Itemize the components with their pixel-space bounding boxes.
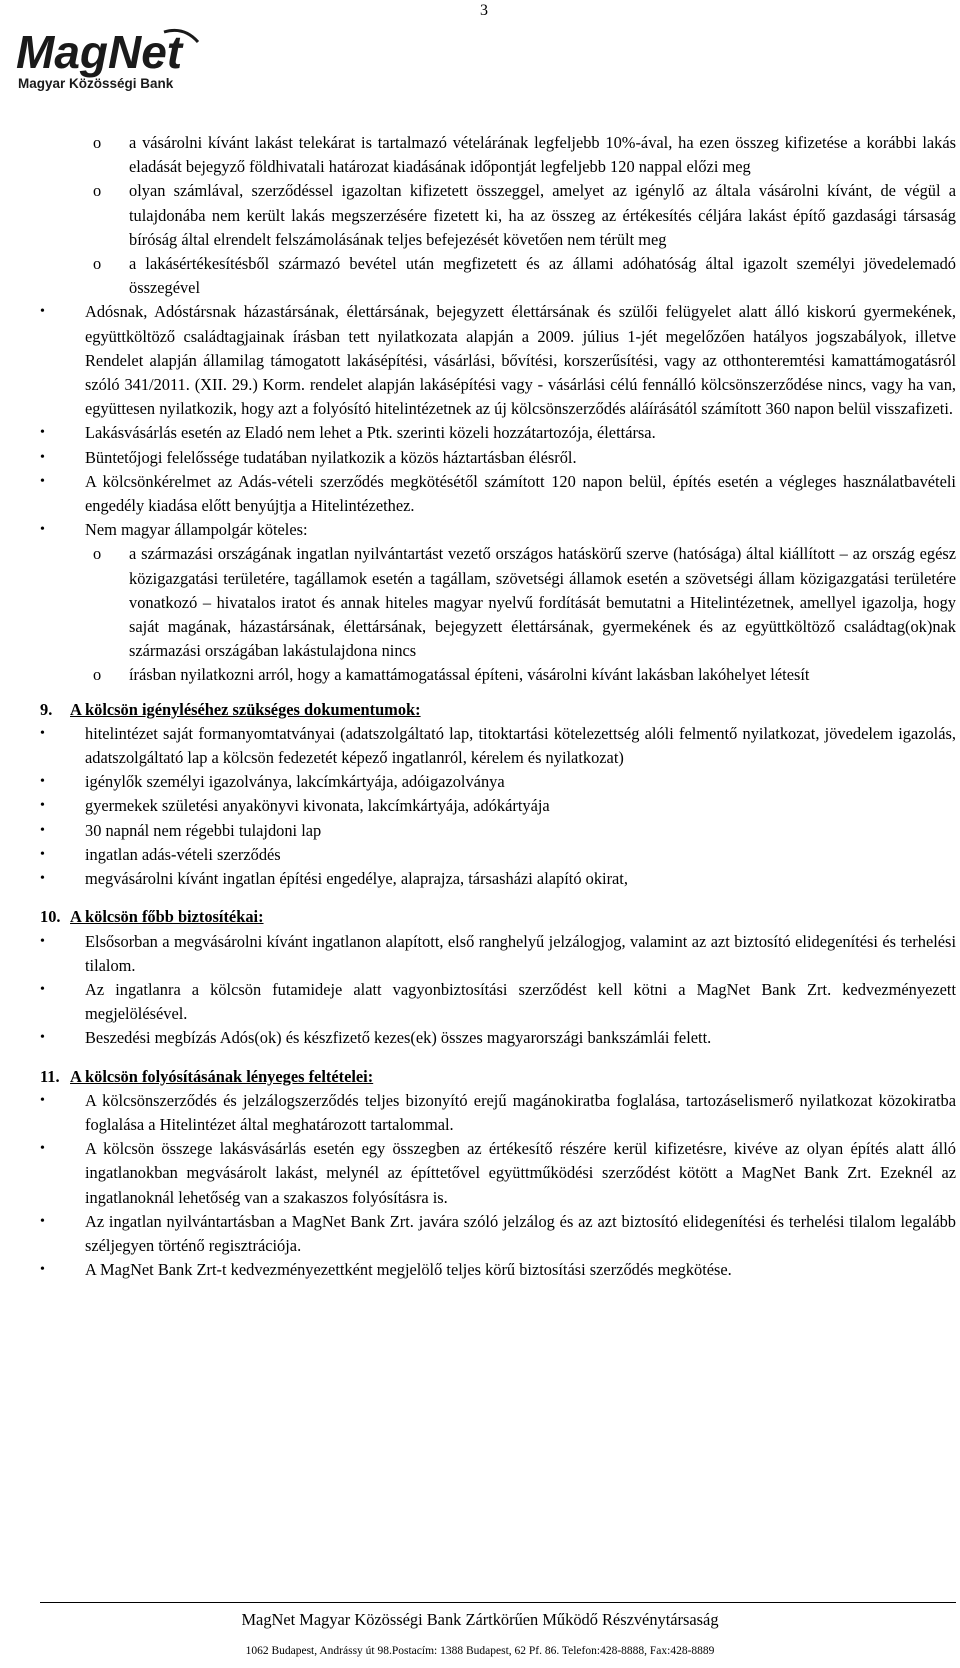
bullet-circle-icon: o	[93, 254, 102, 274]
section-heading	[40, 698, 956, 722]
bullet-item	[40, 978, 956, 1026]
bullet-dot-icon: •	[40, 473, 45, 489]
item-text: hitelintézet saját formanyomtatványai (adatszolgáltató lap, titoktartási kötelezettség alóli felmentő nyilatkozat, jövedelem igazolás, adatszolgáltató lap a kölcsön fedezetét képező ingatlanról, kérelem és nyilatkozat)	[85, 723, 956, 768]
bullet-dot-icon: •	[40, 1213, 45, 1229]
bullet-dot-icon: •	[40, 449, 45, 465]
logo-brand: MagNet	[16, 26, 183, 78]
bullet-dot-icon: •	[40, 725, 45, 741]
bullet-item	[40, 1258, 956, 1282]
bullet-item	[40, 930, 956, 978]
bullet-dot-icon: •	[40, 822, 45, 838]
bullet-dot-icon: •	[40, 774, 45, 790]
item-text: Az ingatlan nyilvántartásban a MagNet Bank Zrt. javára szóló jelzálog és az azt biztosító elidegenítési és terhelési tilalom legalább széljegyen történő regisztrációja.	[85, 1211, 956, 1255]
sections	[40, 698, 956, 1283]
sub-item	[40, 542, 956, 663]
item-text: igénylők személyi igazolványa, lakcímkártyája, adóigazolványa	[85, 772, 505, 792]
bullet-item	[40, 300, 956, 421]
bullet-item	[40, 1210, 956, 1258]
bullet-item	[40, 1089, 956, 1137]
item-text: Adósnak, Adóstársnak házastársának, élettársának, bejegyzett élettársának és szülői felügyelet alatt álló kiskorú gyermekének, együttköltöző családtagjainak írásban tett nyilatkozata alapján a 2009. július 1-jét megelőzően hatályos jogszabályok, illetve Rendelet alapján államilag támogatott lakásépítési, vásárlási, bővítési, korszerűsítési, vagy az otthonteremtési kamattámogatásról szóló 341/2011. (XII. 29.) Korm. rendelet alapján lakásépítési vagy - vásárlási célú fennálló kölcsönszerződése nincs, vagy ha van, együttesen nyilatkozik, hogy azt a folyósító hitelintézetnek az új kölcsönszerződés aláírásától számított 360 napon belül visszafizeti.	[85, 302, 956, 419]
item-text: Elsősorban a megvásárolni kívánt ingatlanon alapított, első ranghelyű jelzálogjog, valamint az azt biztosító elidegenítési és terhelési tilalom.	[85, 931, 956, 975]
bullet-item	[40, 843, 956, 867]
sub-item	[40, 131, 956, 179]
bullet-dot-icon: •	[40, 1030, 45, 1046]
document-body	[40, 131, 956, 1282]
bullet-circle-icon: o	[93, 133, 102, 152]
bullet-item	[40, 722, 956, 770]
bullet-dot-icon: •	[40, 1141, 45, 1157]
bullet-circle-icon: o	[93, 544, 102, 564]
bullet-item	[40, 421, 956, 445]
item-text: írásban nyilatkozni arról, hogy a kamattámogatással építeni, vásárolni kívánt lakásban lakóhelyet létesít	[129, 665, 810, 685]
section-title: A kölcsön főbb biztosítékai:	[70, 907, 264, 927]
item-text: a vásárolni kívánt lakást telekárat is tartalmazó vételárának legfeljebb 10%-ával, ha ezen összeg kifizetése a korábbi lakás eladását bejegyző földhivatali határozat kiadásának időpontját legfeljebb 120 nappal előzi meg	[129, 133, 956, 177]
bullet-dot-icon: •	[40, 846, 45, 862]
item-text: A MagNet Bank Zrt-t kedvezményezettként megjelölő teljes körű biztosítási szerződés megkötése.	[85, 1260, 732, 1280]
item-text: a lakásértékesítésből származó bevétel után megfizetett és az állami adóhatóság által igazolt személyi jövedelemadó összegével	[129, 254, 956, 298]
section-number: 10.	[40, 907, 61, 927]
item-text: A kölcsönkérelmet az Adás-vételi szerződés megkötésétől számított 120 napon belül, építés esetén a végleges használatbavételi engedély kiadása előtt benyújtja a Hitelintézethez.	[85, 471, 956, 516]
item-text: Az ingatlanra a kölcsön futamideje alatt vagyonbiztosítási szerződést kell kötni a MagNet Bank Zrt. kedvezményezett megjelölésével.	[85, 979, 956, 1024]
bullet-dot-icon: •	[40, 871, 45, 887]
item-text: A kölcsön összege lakásvásárlás esetén egy összegben az értékesítő részére kerül kifizetésre, kivéve az olyan építés alatt álló ingatlanokban megvásárolt lakást, melynél az építtetővel együttműködési szerződést kötött a MagNet Bank Zrt. Ezeknél az ingatlanoknál lehetőség van a szakaszos folyósításra is.	[85, 1139, 956, 1207]
bullet-dot-icon: •	[40, 425, 45, 441]
bullet-item	[40, 770, 956, 794]
section-title: A kölcsön igényléséhez szükséges dokumentumok:	[70, 699, 421, 719]
item-text: olyan számlával, szerződéssel igazoltan kifizetett összeggel, amelyet az igénylő az általa vásárolni kívánt, de végül a tulajdonába nem került lakás megszerzésére fizetett ki, ha az összeg az értékesítés céljára lakást építő gazdasági társaság bíróság által elrendelt felszámolásának teljes befejezését követően nem térült meg	[129, 181, 956, 249]
item-text: Nem magyar állampolgár köteles:	[85, 520, 308, 540]
bullet-item	[40, 518, 956, 542]
section-heading	[40, 905, 956, 929]
bullet-dot-icon: •	[40, 304, 45, 320]
section-number: 9.	[40, 699, 53, 719]
bullet-circle-icon: o	[93, 181, 102, 201]
section-number: 11.	[40, 1066, 60, 1086]
footer-company: MagNet Magyar Közösségi Bank Zártkörűen Működő Részvénytársaság	[241, 1610, 719, 1629]
bullet-item	[40, 1137, 956, 1210]
sub-item	[40, 252, 956, 300]
eligibility-list	[40, 131, 956, 688]
bullet-item	[40, 819, 956, 843]
item-text: a származási országának ingatlan nyilvántartást vezető országos hatáskörű szerve (hatósága) által kiállított – az ország egész közigazgatási területére, tagállamok esetén a tagállam, szövetségi államok esetén a szövetségi állam közigazgatási területére vonatkozó – hivatalos iratot és annak hiteles magyar nyelvű fordítását bemutatni a Hitelintézetnek, amellyel igazolja, hogy saját magának, házastársának, élettársának, bejegyzett élettársának, gyermekének és az együttköltöző családtag(ok)nak származási országában lakástulajdona nincs	[129, 544, 956, 661]
item-text: gyermekek születési anyakönyvi kivonata, lakcímkártyája, adókártyája	[85, 796, 550, 816]
item-text: Lakásvásárlás esetén az Eladó nem lehet a Ptk. szerinti közeli hozzátartozója, élettársa.	[85, 423, 656, 443]
bullet-item	[40, 794, 956, 818]
bullet-dot-icon: •	[40, 522, 45, 538]
bullet-dot-icon: •	[40, 1092, 45, 1108]
sub-item	[40, 179, 956, 252]
item-text: Beszedési megbízás Adós(ok) és készfizető kezes(ek) összes magyarországi bankszámlái felett.	[85, 1028, 712, 1048]
footer-address: 1062 Budapest, Andrássy út 98.Postacím: 1388 Budapest, 62 Pf. 86. Telefon:428-8888, Fax:428-8889	[245, 1645, 715, 1657]
bullet-dot-icon: •	[40, 798, 45, 814]
item-text: 30 napnál nem régebbi tulajdoni lap	[85, 820, 322, 840]
item-text: megvásárolni kívánt ingatlan építési engedélye, alaprajza, társasházi alapító okirat,	[85, 869, 628, 889]
bullet-dot-icon: •	[40, 981, 45, 997]
bullet-dot-icon: •	[40, 933, 45, 949]
item-text: ingatlan adás-vételi szerződés	[85, 844, 281, 864]
sub-item	[40, 663, 956, 687]
item-text: A kölcsönszerződés és jelzálogszerződés teljes bizonyító erejű magánokiratba foglalása, tartozáselismerő nyilatkozat közokiratba foglalása a Hitelintézet által meghatározott tartalommal.	[85, 1090, 956, 1134]
section-heading	[40, 1065, 956, 1089]
footer-divider	[40, 1602, 956, 1603]
section-title: A kölcsön folyósításának lényeges feltételei:	[70, 1066, 374, 1086]
bullet-dot-icon: •	[40, 1262, 45, 1278]
bullet-item	[40, 446, 956, 470]
item-text: Büntetőjogi felelőssége tudatában nyilatkozik a közös háztartásban élésről.	[85, 447, 577, 467]
bullet-item	[40, 867, 956, 891]
bullet-circle-icon: o	[93, 665, 102, 685]
bullet-item	[40, 1026, 956, 1050]
page-number: 3	[480, 2, 488, 19]
magnet-bank-logo	[14, 26, 234, 96]
logo-tagline: Magyar Közösségi Bank	[18, 76, 174, 91]
bullet-item	[40, 470, 956, 518]
